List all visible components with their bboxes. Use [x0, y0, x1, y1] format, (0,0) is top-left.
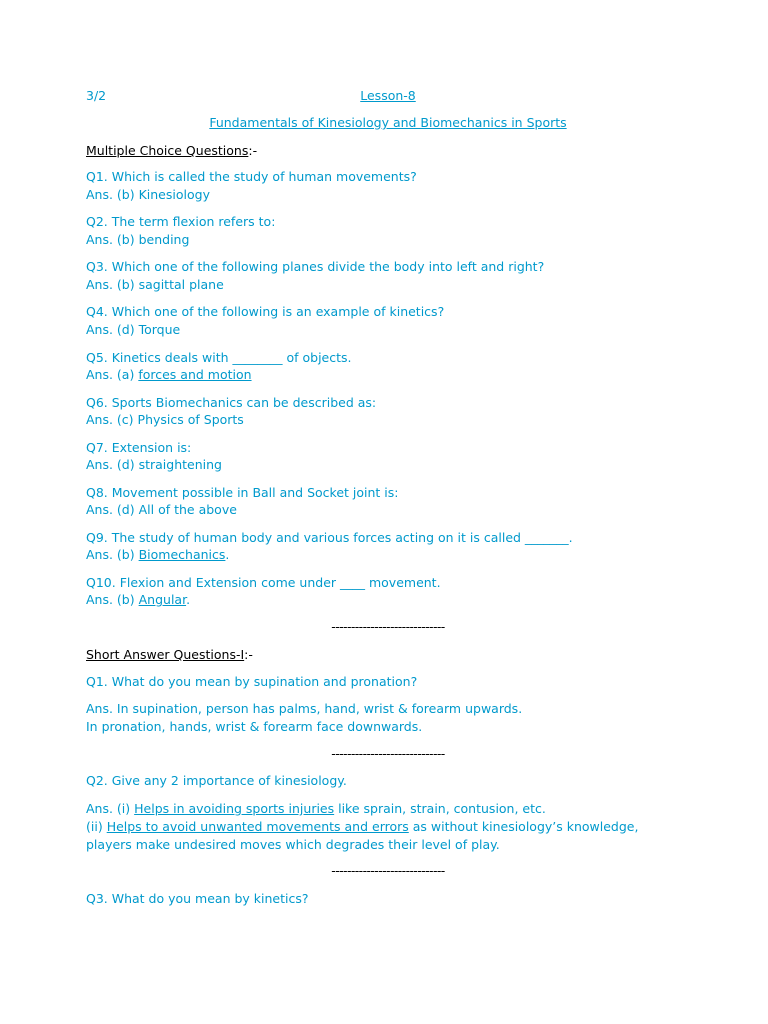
saq-question-2: Q2. Give any 2 importance of kinesiology.	[86, 773, 347, 788]
mcq-answer-3: Ans. (b) sagittal plane	[86, 277, 224, 292]
mcq-answer-8: Ans. (d) All of the above	[86, 502, 237, 517]
mcq-heading: Multiple Choice Questions	[86, 143, 249, 158]
mcq-question-9: Q9. The study of human body and various forces acting on it is called _______.	[86, 530, 573, 545]
saq-heading: Short Answer Questions-I	[86, 647, 245, 662]
mcq-question-7: Q7. Extension is:	[86, 440, 192, 455]
saq-answer-1-line-2: In pronation, hands, wrist & forearm face downwards.	[86, 719, 423, 734]
mcq-question-6: Q6. Sports Biomechanics can be described as:	[86, 395, 377, 410]
mcq-answer-9: Ans. (b) Biomechanics.	[86, 547, 230, 562]
separator: -----------------------------	[331, 746, 445, 761]
mcq-question-4: Q4. Which one of the following is an example of kinetics?	[86, 304, 445, 319]
separator: -----------------------------	[331, 863, 445, 878]
mcq-answer-6: Ans. (c) Physics of Sports	[86, 412, 244, 427]
mcq-question-8: Q8. Movement possible in Ball and Socket joint is:	[86, 485, 399, 500]
saq-question-1: Q1. What do you mean by supination and pronation?	[86, 674, 418, 689]
mcq-answer-4: Ans. (d) Torque	[86, 322, 181, 337]
saq-answer-1-line-1: Ans. In supination, person has palms, hand, wrist & forearm upwards.	[86, 701, 523, 716]
mcq-answer-7: Ans. (d) straightening	[86, 457, 222, 472]
page-number: 3/2	[86, 88, 107, 103]
mcq-answer-2: Ans. (b) bending	[86, 232, 190, 247]
saq-answer-2-point-1: Ans. (i) Helps in avoiding sports injuries like sprain, strain, contusion, etc.	[86, 801, 546, 816]
mcq-answer-5: Ans. (a) forces and motion	[86, 367, 252, 382]
mcq-question-3: Q3. Which one of the following planes divide the body into left and right?	[86, 259, 545, 274]
mcq-question-2: Q2. The term flexion refers to:	[86, 214, 276, 229]
document-title: Fundamentals of Kinesiology and Biomechanics in Sports	[209, 115, 567, 130]
lesson-label: Lesson-8	[360, 88, 416, 103]
mcq-heading-line: Multiple Choice Questions:-	[86, 143, 258, 158]
saq-question-3: Q3. What do you mean by kinetics?	[86, 891, 309, 906]
saq-heading-line: Short Answer Questions-I:-	[86, 647, 253, 662]
mcq-question-5: Q5. Kinetics deals with ________ of objects.	[86, 350, 352, 365]
mcq-answer-1: Ans. (b) Kinesiology	[86, 187, 210, 202]
mcq-answer-10: Ans. (b) Angular.	[86, 592, 191, 607]
mcq-question-10: Q10. Flexion and Extension come under ____ movement.	[86, 575, 441, 590]
separator: -----------------------------	[331, 619, 445, 634]
mcq-question-1: Q1. Which is called the study of human movements?	[86, 169, 417, 184]
saq-answer-2-point-2: (ii) Helps to avoid unwanted movements and errors as without kinesiology’s knowledge, players make undesired moves which degrades their level of play.	[86, 819, 639, 852]
